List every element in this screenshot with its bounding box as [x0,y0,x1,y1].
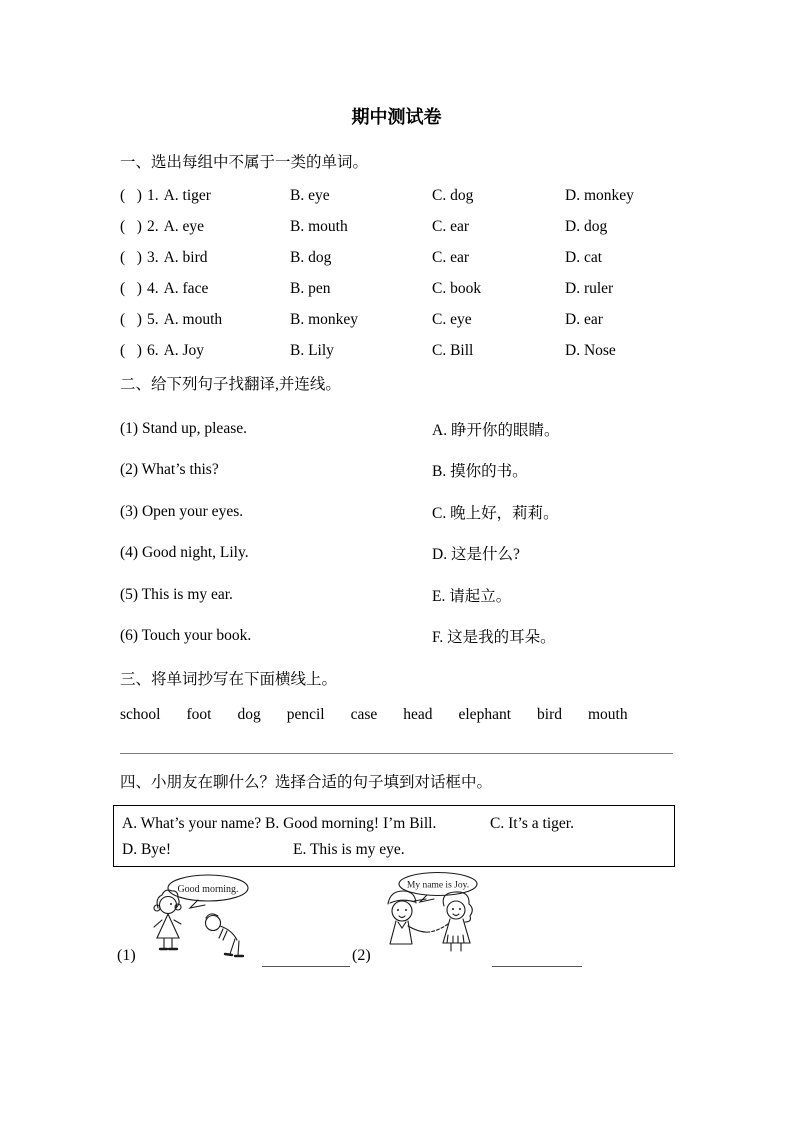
option-b: B. Good morning! I’m Bill. [265,815,437,832]
option-d: D. ruler [565,279,614,297]
translation-chinese: E. 请起立。 [432,587,512,605]
option-a: A. face [163,279,209,297]
option-b: B. dog [290,248,332,266]
section-one-heading: 一、选出每组中不属于一类的单词。 [120,154,369,171]
sentence-options-box [113,805,675,867]
option-d: D. Nose [565,341,616,359]
options-row [122,837,674,863]
option-a: A. eye [163,217,205,235]
sentence-english: (5) This is my ear. [120,585,233,603]
question-number: 3. [146,248,159,266]
option-c: C. ear [432,248,470,266]
speech-bubble-text: My name is Joy. [406,880,470,891]
question-number: 2. [146,217,159,235]
copy-word: head [403,706,433,723]
section-two-heading: 二、给下列句子找翻译,并连线。 [120,376,341,393]
option-d: D. cat [565,248,603,266]
answer-line-1[interactable] [262,966,350,967]
copy-word: foot [186,706,212,723]
sentence-english: (6) Touch your book. [120,627,252,645]
sentence-english: (1) Stand up, please. [120,419,247,437]
section-four-heading: 四、小朋友在聊什么？选择合适的句子填到对话框中。 [120,774,493,791]
option-d: D. Bye! [122,841,172,858]
copy-word: pencil [286,706,325,723]
option-d: D. dog [565,217,608,235]
section-one-question-grid [120,180,675,366]
translation-chinese: A. 睁开你的眼睛。 [432,421,560,439]
question-cell [120,249,290,267]
dialogue-label-1: (1) [117,947,136,964]
question-number: 4. [146,279,159,297]
option-c: C. book [432,279,482,297]
handwriting-line[interactable] [120,753,673,754]
translation-chinese: D. 这是什么? [432,546,520,564]
section-three-heading: 三、将单词抄写在下面横线上。 [120,671,338,688]
options-row [122,811,674,837]
answer-blank[interactable]: ( ) [120,186,142,204]
dialogue-illustration-greeting [144,874,262,970]
answer-line-2[interactable] [492,966,582,967]
option-a: A. Joy [163,341,205,359]
option-b: B. monkey [290,310,359,328]
matching-grid [120,408,673,657]
sentence-english: (2) What’s this? [120,461,219,479]
option-d: D. monkey [565,186,634,204]
option-c: C. ear [432,217,470,235]
option-a: A. tiger [163,186,211,204]
copy-word: case [350,706,378,723]
copy-word: dog [237,706,261,723]
option-c: C. dog [432,186,474,204]
answer-blank[interactable]: ( ) [120,217,142,235]
answer-blank[interactable]: ( ) [120,248,142,266]
question-cell [120,311,290,329]
option-c: C. Bill [432,341,474,359]
question-number: 1. [146,186,159,204]
copy-word: mouth [587,706,628,723]
answer-blank[interactable]: ( ) [120,279,142,297]
copy-word-list [120,700,628,730]
copy-word: bird [537,706,562,723]
dialogue-illustration-introduction [377,871,491,965]
option-b: B. Lily [290,341,334,359]
copy-word: school [120,706,161,723]
answer-blank[interactable]: ( ) [120,310,142,328]
answer-blank[interactable]: ( ) [120,341,142,359]
translation-chinese: C. 晚上好，莉莉。 [432,504,559,522]
translation-chinese: B. 摸你的书。 [432,463,528,481]
question-number: 6. [146,341,159,359]
option-e: E. This is my eye. [293,841,405,858]
page-title: 期中测试卷 [351,107,442,127]
option-a: A. mouth [163,310,223,328]
sentence-english: (4) Good night, Lily. [120,544,249,562]
option-c: C. It’s a tiger. [490,815,574,832]
copy-word: elephant [458,706,512,723]
sentence-english: (3) Open your eyes. [120,502,244,520]
question-cell [120,187,290,205]
option-b: B. eye [290,186,330,204]
question-number: 5. [146,310,159,328]
option-b: B. mouth [290,217,348,235]
question-cell [120,342,290,360]
option-c: C. eye [432,310,472,328]
option-d: D. ear [565,310,603,328]
option-a: A. bird [163,248,208,266]
question-cell [120,280,290,298]
dialogue-label-2: (2) [352,947,371,964]
translation-chinese: F. 这是我的耳朵。 [432,629,556,647]
option-a: A. What’s your name? [122,815,262,832]
question-cell [120,218,290,236]
speech-bubble-text: Good morning. [177,884,239,895]
option-b: B. pen [290,279,331,297]
